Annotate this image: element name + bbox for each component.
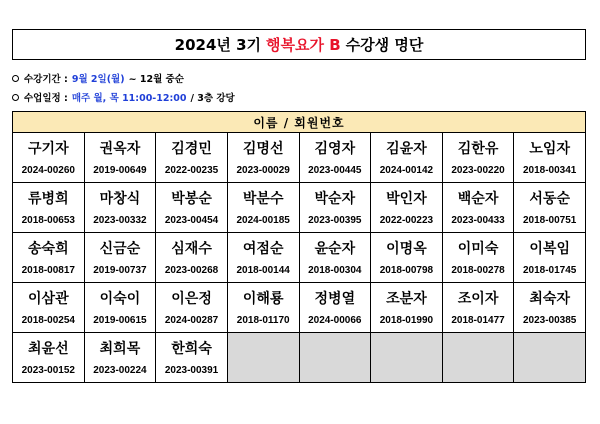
member-number: 2018-01745 — [522, 264, 577, 276]
student-name: 김윤자 — [386, 140, 427, 157]
student-cell — [84, 133, 156, 183]
student-cell — [156, 183, 228, 233]
student-name: 서동순 — [529, 190, 570, 207]
student-cell — [156, 283, 228, 333]
member-number: 2023-00391 — [164, 364, 219, 376]
student-cell — [227, 183, 299, 233]
member-number: 2018-00751 — [522, 214, 577, 226]
student-cell — [442, 283, 514, 333]
table-header: 이름 / 회원번호 — [13, 112, 586, 133]
student-name: 박순자 — [314, 190, 356, 207]
empty-cell — [371, 333, 443, 383]
member-number: 2022-00223 — [379, 214, 434, 226]
student-cell — [13, 283, 85, 333]
member-number: 2019-00615 — [93, 314, 147, 326]
member-number: 2023-00433 — [451, 214, 505, 226]
student-name: 박인자 — [386, 190, 427, 207]
member-number: 2023-00220 — [451, 164, 505, 176]
student-name: 이은정 — [171, 290, 212, 307]
student-cell — [84, 333, 156, 383]
member-number: 2023-00395 — [308, 214, 362, 226]
student-cell — [13, 133, 85, 183]
student-cell — [514, 233, 586, 283]
student-name: 조분자 — [386, 290, 427, 307]
student-cell — [442, 233, 514, 283]
table-row — [13, 333, 586, 383]
table-row — [13, 133, 586, 183]
student-name: 이해룡 — [242, 290, 284, 307]
student-name: 김명선 — [242, 140, 284, 157]
student-name: 노임자 — [529, 140, 570, 157]
student-cell — [227, 233, 299, 283]
student-name: 심재수 — [171, 240, 212, 257]
student-cell — [13, 333, 85, 383]
schedule-rest: / 3층 강당 — [190, 93, 235, 104]
member-number: 2018-00798 — [379, 264, 434, 276]
member-number: 2024-00066 — [308, 314, 362, 326]
student-cell — [84, 233, 156, 283]
student-name: 신금순 — [99, 240, 141, 257]
member-number: 2023-00445 — [308, 164, 362, 176]
student-name: 박분수 — [242, 190, 284, 207]
member-number: 2023-00224 — [93, 364, 147, 376]
student-cell — [371, 133, 443, 183]
circle-bullet-icon — [12, 75, 19, 82]
student-name: 최숙자 — [529, 290, 570, 307]
student-name: 구기자 — [28, 140, 69, 157]
title-suffix: 수강생 명단 — [345, 36, 424, 54]
student-cell — [227, 283, 299, 333]
student-name: 이삼관 — [28, 290, 69, 307]
member-number: 2019-00649 — [93, 164, 147, 176]
period-dates: 9월 2일(월) — [71, 74, 125, 85]
schedule-line — [12, 90, 235, 104]
period-rest: ~ 12월 중순 — [128, 74, 184, 85]
member-number: 2018-00817 — [21, 264, 75, 276]
schedule-time: 매주 월, 목 11:00-12:00 — [71, 93, 187, 104]
student-cell — [156, 333, 228, 383]
student-name: 여점순 — [242, 240, 284, 257]
student-cell — [156, 133, 228, 183]
student-name: 이복임 — [529, 240, 570, 257]
member-number: 2018-00304 — [308, 264, 362, 276]
member-number: 2023-00385 — [522, 314, 577, 326]
member-number: 2018-00653 — [21, 214, 75, 226]
student-cell — [227, 133, 299, 183]
student-cell — [371, 233, 443, 283]
period-line — [12, 71, 184, 85]
member-number: 2018-00144 — [236, 264, 290, 276]
student-name: 최윤선 — [28, 340, 69, 357]
student-name: 이숙이 — [99, 290, 141, 307]
roster-body — [13, 133, 586, 383]
period-label: 수강기간 : — [24, 74, 68, 85]
member-number: 2024-00185 — [236, 214, 290, 226]
student-roster-table — [12, 111, 586, 383]
member-number: 2018-00254 — [21, 314, 75, 326]
member-number: 2024-00260 — [21, 164, 75, 176]
student-name: 박봉순 — [171, 190, 212, 207]
member-number: 2024-00142 — [379, 164, 434, 176]
member-number: 2023-00029 — [236, 164, 290, 176]
title-course: 행복요가 B — [266, 36, 341, 54]
student-cell — [514, 183, 586, 233]
student-cell — [442, 133, 514, 183]
title-prefix: 2024년 3기 — [174, 36, 262, 54]
student-name: 마창식 — [99, 190, 141, 207]
member-number: 2023-00152 — [21, 364, 75, 376]
student-cell — [84, 183, 156, 233]
student-cell — [84, 283, 156, 333]
student-name: 윤순자 — [314, 240, 356, 257]
member-number: 2022-00235 — [164, 164, 219, 176]
schedule-label: 수업일정 : — [24, 93, 68, 104]
member-number: 2023-00454 — [164, 214, 219, 226]
member-number: 2024-00287 — [164, 314, 219, 326]
member-number: 2019-00737 — [93, 264, 147, 276]
student-cell — [299, 133, 371, 183]
student-name: 송숙희 — [28, 240, 69, 257]
empty-cell — [514, 333, 586, 383]
student-cell — [299, 283, 371, 333]
student-cell — [13, 233, 85, 283]
student-name: 류병희 — [28, 190, 69, 207]
student-name: 이명옥 — [386, 240, 427, 257]
table-row — [13, 183, 586, 233]
member-number: 2018-01477 — [451, 314, 505, 326]
student-name: 김영자 — [314, 140, 356, 157]
circle-bullet-icon — [12, 94, 19, 101]
student-name: 조이자 — [457, 290, 499, 307]
student-cell — [371, 183, 443, 233]
student-name: 김경민 — [171, 140, 212, 157]
student-cell — [13, 183, 85, 233]
student-name: 정병열 — [314, 290, 356, 307]
member-number: 2018-00341 — [522, 164, 577, 176]
student-cell — [299, 233, 371, 283]
student-name: 김한유 — [457, 140, 499, 157]
student-cell — [156, 233, 228, 283]
student-cell — [371, 283, 443, 333]
member-number: 2018-01170 — [236, 314, 290, 326]
empty-cell — [227, 333, 299, 383]
member-number: 2018-00278 — [451, 264, 505, 276]
member-number: 2023-00332 — [93, 214, 147, 226]
member-number: 2018-01990 — [379, 314, 434, 326]
student-name: 권옥자 — [99, 140, 141, 157]
student-cell — [299, 183, 371, 233]
student-cell — [514, 133, 586, 183]
student-name: 한희숙 — [171, 340, 212, 357]
empty-cell — [442, 333, 514, 383]
student-cell — [442, 183, 514, 233]
student-name: 최희목 — [99, 340, 141, 357]
page-title — [12, 29, 586, 60]
table-row — [13, 283, 586, 333]
student-name: 이미숙 — [457, 240, 499, 257]
member-number: 2023-00268 — [164, 264, 219, 276]
student-cell — [514, 283, 586, 333]
student-name: 백순자 — [457, 190, 499, 207]
table-row — [13, 233, 586, 283]
empty-cell — [299, 333, 371, 383]
